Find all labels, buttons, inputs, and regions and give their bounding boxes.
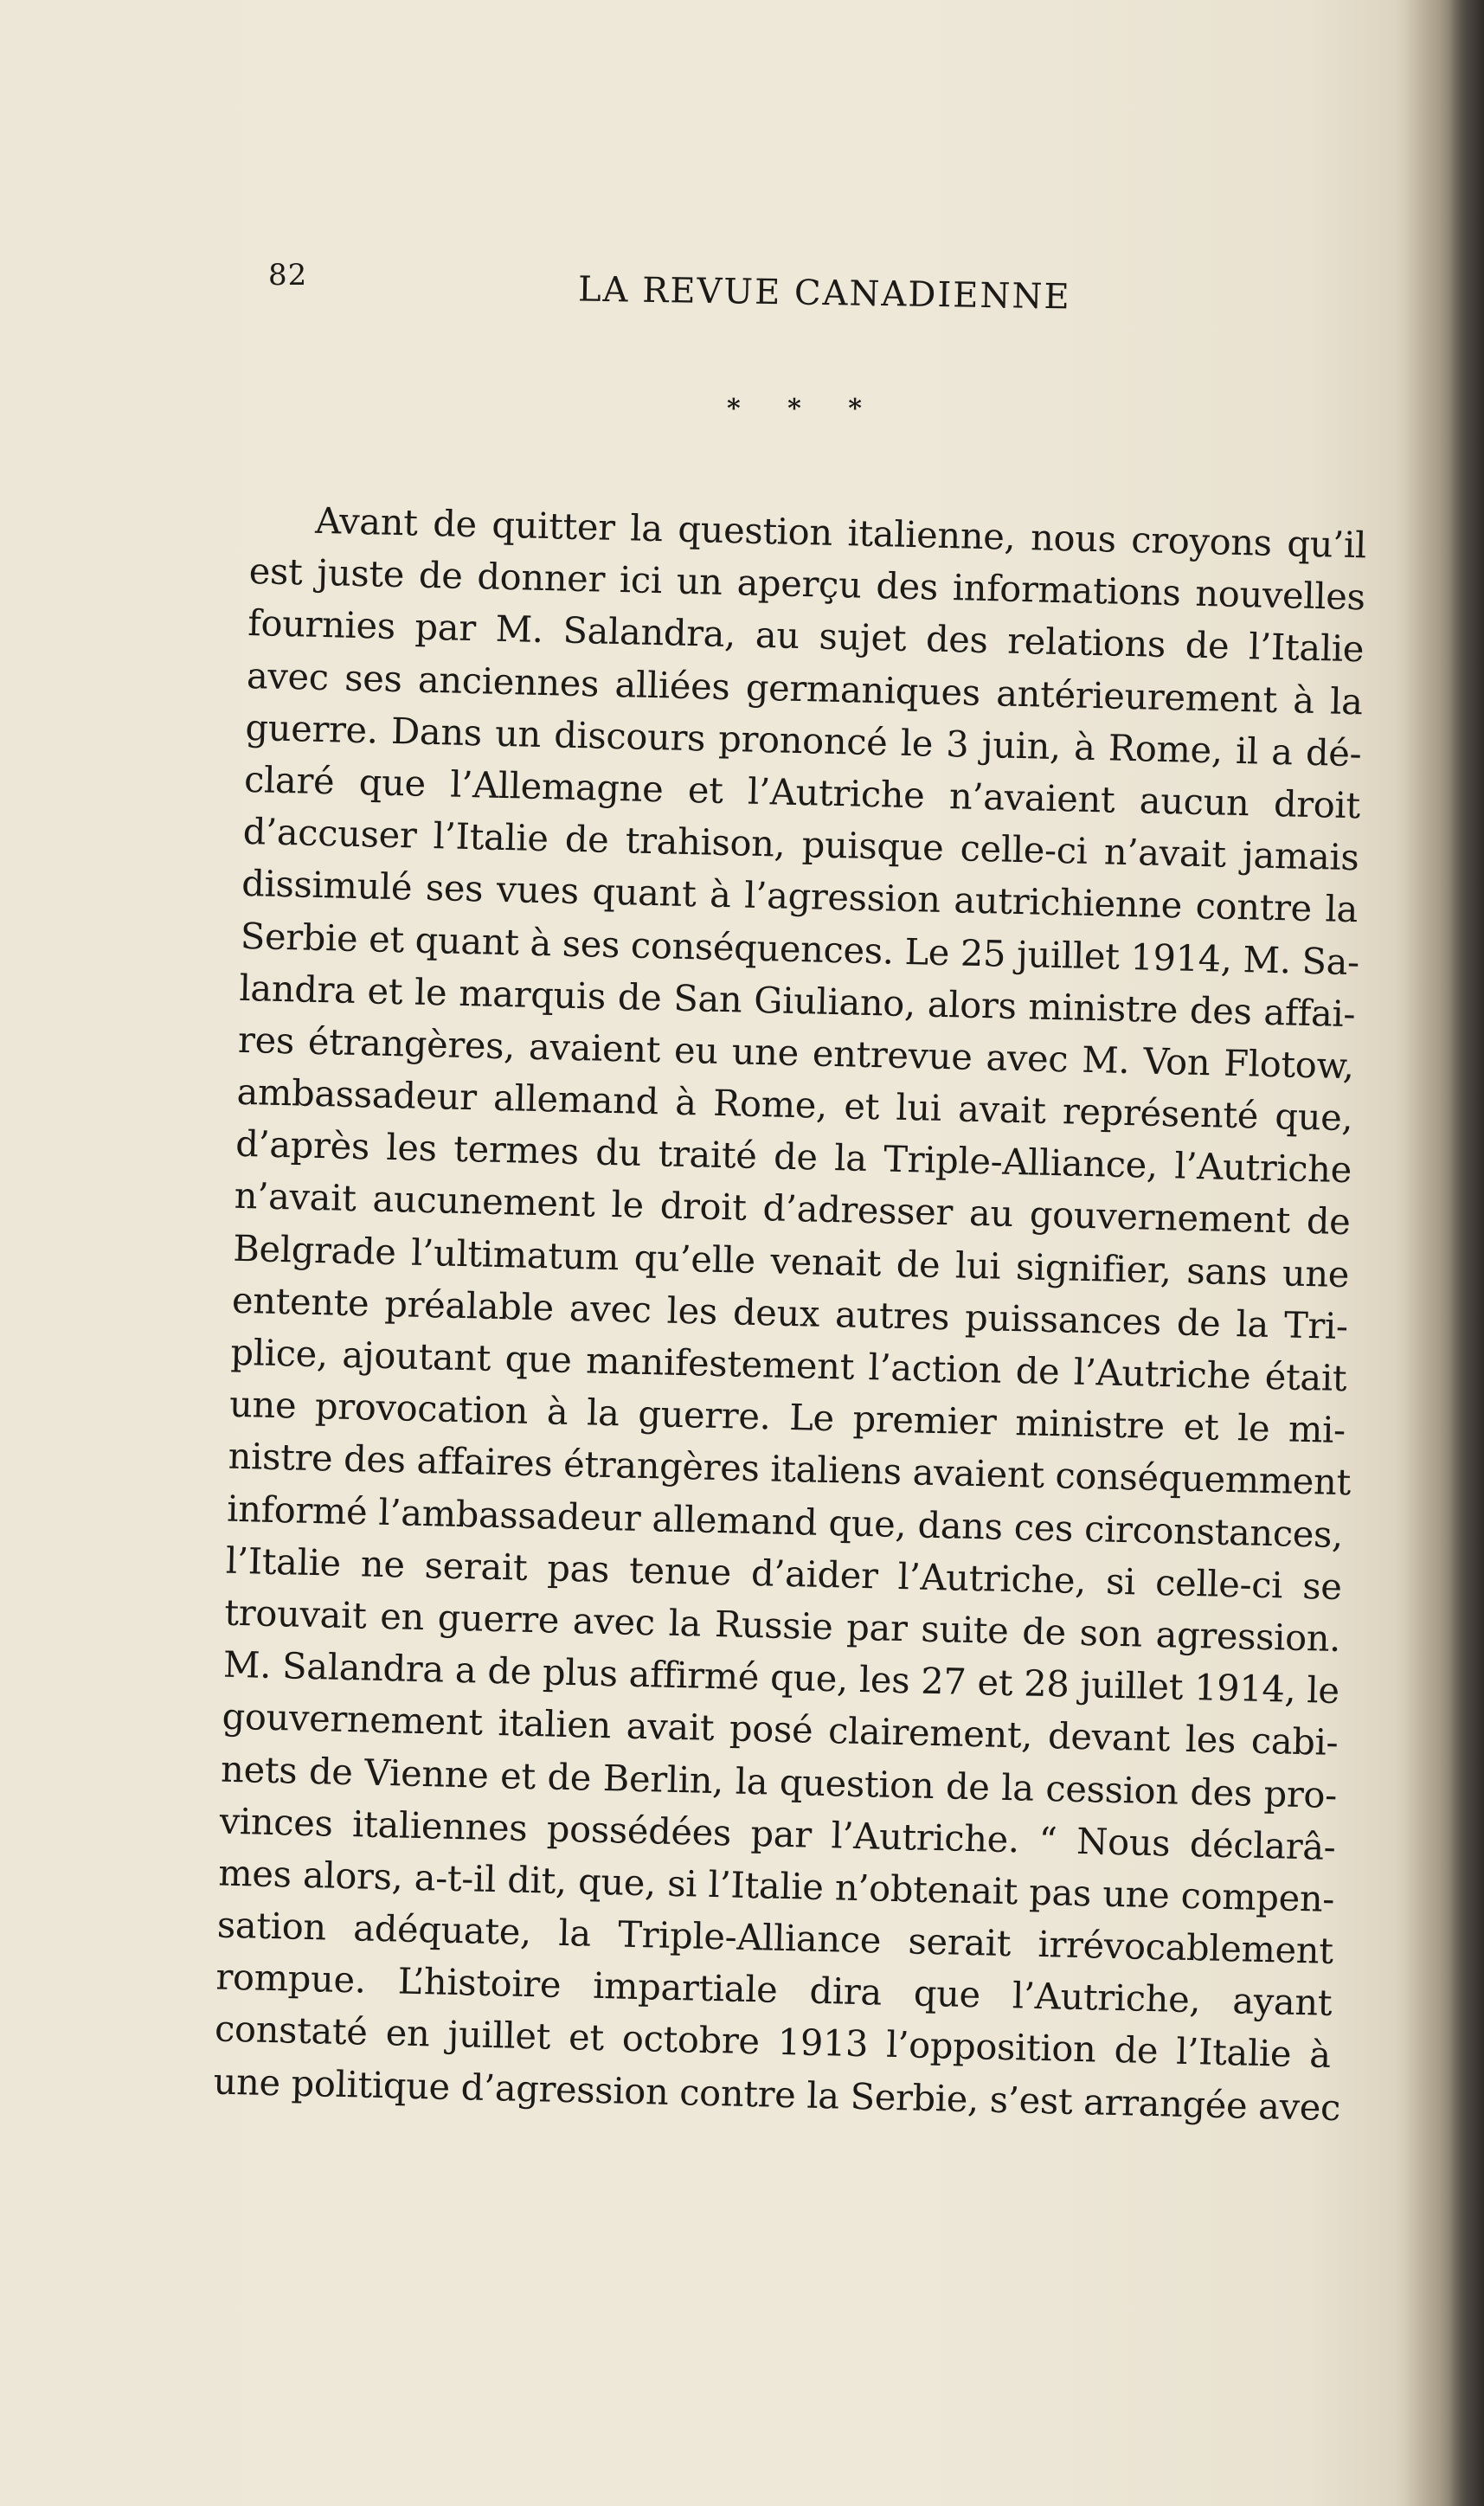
text-line: l’Italie ne serait pas tenue d’aider l’Autriche, si celle-ci se (225, 1539, 1343, 1608)
text-line: plice, ajoutant que manifestement l’action de l’Autriche était (230, 1330, 1347, 1400)
text-line: dissimulé ses vues quant à l’agression autrichienne contre la (241, 862, 1359, 931)
text-line: entente préalable avec les deux autres puissances de la Tri- (231, 1278, 1349, 1347)
text-line: n’avait aucunement le droit d’adresser au gouvernement de (234, 1174, 1352, 1243)
text-line: sation adéquate, la Triple-Alliance serait irrévocablement (216, 1903, 1334, 1972)
text-line: M. Salandra a de plus affirmé que, les 27 et 28 juillet 1914, le (222, 1642, 1340, 1712)
text-line: Avant de quitter la question italienne, nous croyons qu’il (314, 498, 1367, 567)
body-text (213, 493, 1367, 2134)
text-line: une politique d’agression contre la Serbie, s’est arrangée avec (213, 2059, 1341, 2129)
text-line: d’après les termes du traité de la Triple-Alliance, l’Autriche (234, 1122, 1352, 1192)
text-line: constaté en juillet et octobre 1913 l’opposition de l’Italie à (214, 2007, 1332, 2077)
text-line: une provocation à la guerre. Le premier ministre et le mi- (228, 1382, 1346, 1452)
text-line: trouvait en guerre avec la Russie par suite de son agression. (223, 1590, 1341, 1660)
text-line: informé l’ambassadeur allemand que, dans ces circonstances, (226, 1487, 1344, 1556)
text-line: rompue. L’histoire impartiale dira que l’Autriche, ayant (215, 1955, 1333, 2025)
text-line: avec ses anciennes alliées germaniques antérieurement à la (246, 653, 1364, 723)
text-line: Belgrade l’ultimatum qu’elle venait de lui signifier, sans une (232, 1226, 1350, 1295)
text-line: landra et le marquis de San Giuliano, alors ministre des affai- (238, 966, 1356, 1035)
text-line: ambassadeur allemand à Rome, et lui avait représenté que, (236, 1070, 1353, 1140)
text-line: gouvernement italien avait posé clairement, devant les cabi- (222, 1694, 1339, 1764)
text-line: mes alors, a-t-il dit, que, si l’Italie n’obtenait pas une compen- (217, 1851, 1335, 1920)
text-line: guerre. Dans un discours prononcé le 3 juin, à Rome, il a dé- (245, 705, 1362, 775)
text-line: fournies par M. Salandra, au sujet des relations de l’Italie (247, 601, 1365, 671)
text-line: Serbie et quant à ses conséquences. Le 25 juillet 1914, M. Sa- (240, 914, 1360, 983)
text-line: nistre des affaires étrangères italiens avaient conséquemment (228, 1435, 1352, 1504)
page-gutter-shadow (1406, 0, 1484, 2506)
page-number: 82 (268, 258, 308, 292)
text-line: vinces italiennes possédées par l’Autriche. “ Nous déclarâ- (219, 1799, 1337, 1868)
text-line: d’accuser l’Italie de trahison, puisque celle-ci n’avait jamais (242, 810, 1360, 879)
text-line: claré que l’Allemagne et l’Autriche n’avaient aucun droit (243, 757, 1361, 827)
text-line: nets de Vienne et de Berlin, la question de la cession des pro- (220, 1747, 1338, 1816)
text-line: est juste de donner ici un aperçu des informations nouvelles (248, 549, 1366, 619)
section-separator: * * * (727, 394, 881, 424)
running-head: LA REVUE CANADIENNE (577, 269, 1071, 318)
text-line: res étrangères, avaient eu une entrevue avec M. Von Flotow, (237, 1018, 1355, 1088)
